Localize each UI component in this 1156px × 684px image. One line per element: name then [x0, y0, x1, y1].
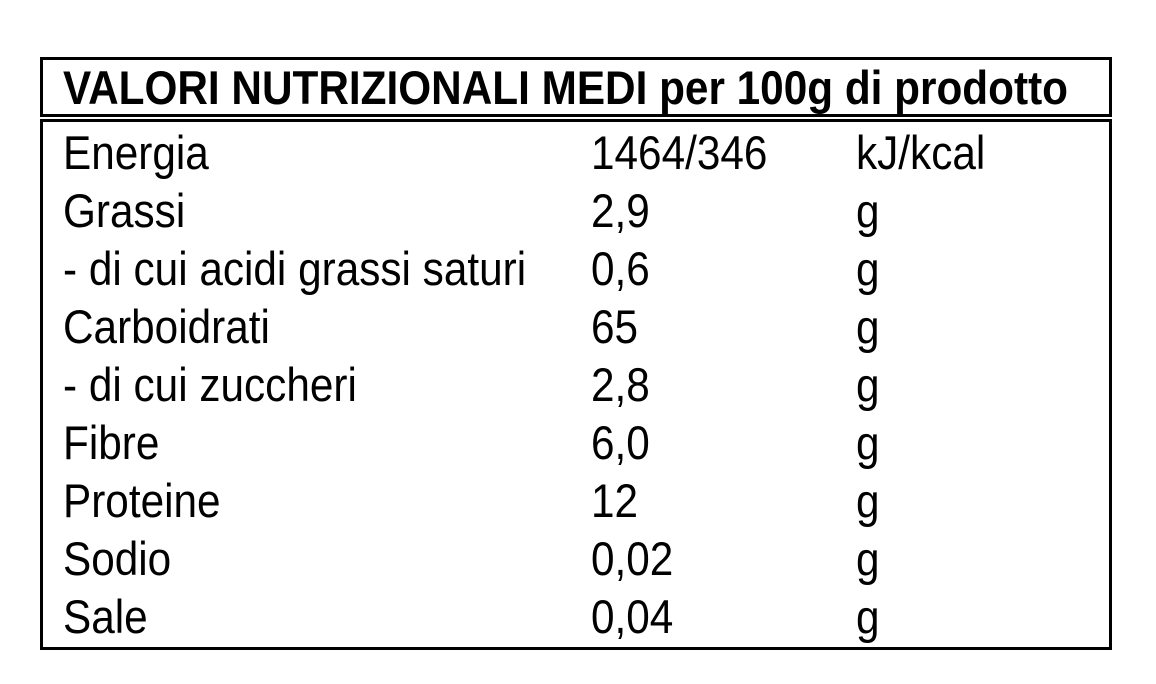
nutrient-value: 12 — [591, 473, 639, 527]
nutrient-value: 6,0 — [591, 415, 650, 469]
nutrient-unit: g — [856, 473, 880, 527]
nutrient-unit: g — [856, 357, 880, 411]
nutrient-name: Sodio — [63, 531, 172, 585]
table-row — [43, 297, 1109, 355]
nutrient-value: 0,6 — [591, 241, 650, 295]
nutrient-name: Proteine — [63, 473, 221, 527]
nutrition-label — [40, 57, 1112, 650]
table-row — [43, 529, 1109, 587]
nutrient-unit: g — [856, 299, 880, 353]
table-row — [43, 123, 1109, 181]
nutrient-value: 1464/346 — [591, 125, 768, 179]
nutrient-value: 0,04 — [591, 589, 674, 643]
nutrient-name: - di cui zuccheri — [63, 357, 357, 411]
nutrient-value: 65 — [591, 299, 639, 353]
nutrient-unit: g — [856, 531, 880, 585]
table-header — [40, 57, 1112, 117]
nutrient-name: Grassi — [63, 183, 186, 237]
nutrient-name: Fibre — [63, 415, 160, 469]
nutrient-value: 2,8 — [591, 357, 650, 411]
table-row — [43, 413, 1109, 471]
nutrient-name: Energia — [63, 125, 209, 179]
nutrient-unit: g — [856, 415, 880, 469]
nutrient-unit: g — [856, 589, 880, 643]
table-row — [43, 181, 1109, 239]
nutrient-value: 2,9 — [591, 183, 650, 237]
nutrient-unit: g — [856, 183, 880, 237]
nutrient-unit: g — [856, 241, 880, 295]
nutrient-unit: kJ/kcal — [856, 125, 986, 179]
table-row — [43, 587, 1109, 645]
nutrient-value: 0,02 — [591, 531, 674, 585]
table-row — [43, 355, 1109, 413]
table-body — [40, 119, 1112, 650]
table-title: VALORI NUTRIZIONALI MEDI per 100g di prodotto — [63, 60, 1069, 114]
nutrient-name: - di cui acidi grassi saturi — [63, 241, 527, 295]
table-row — [43, 471, 1109, 529]
nutrient-name: Carboidrati — [63, 299, 270, 353]
table-row — [43, 239, 1109, 297]
nutrient-name: Sale — [63, 589, 148, 643]
